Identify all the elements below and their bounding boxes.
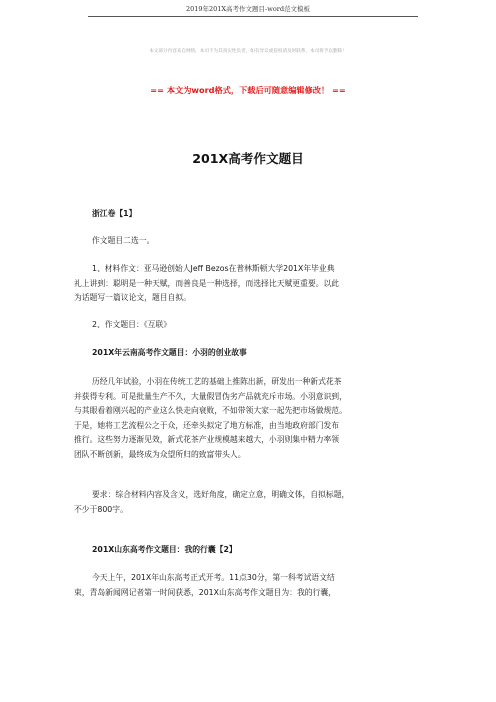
paragraph-line: 要求：综合材料内容及含义，选好角度，确定立意，明确文体，自拟标题， — [92, 490, 350, 499]
paragraph-line: 礼上讲到：聪明是一种天赋，而善良是一种选择，而选择比天赋更重要。以此 — [74, 278, 340, 288]
zhejiang-intro-paragraph — [74, 234, 432, 249]
paragraph-line: 2、作文题目：《互联》 — [92, 320, 172, 329]
document-title: 201X高考作文题目 — [192, 151, 304, 166]
disclaimer-text: 本文部分内容来自网络，本司不为其真实性负责，如有异议或侵权请及时联系，本司将予以删除！ — [149, 49, 347, 54]
zhejiang-item2-paragraph — [74, 318, 432, 333]
paragraph-line: 束，青岛新闻网记者第一时间获悉，201X山东高考作文题目为：我的行囊， — [74, 587, 336, 597]
section-heading-yunnan: 201X年云南高考作文题目：小羽的创业故事 — [92, 348, 247, 357]
yunnan-requirement-paragraph — [74, 488, 432, 517]
paragraph-line: 1、材料作文：亚马逊创始人Jeff Bezos在普林斯顿大学201X年毕业典 — [92, 264, 335, 273]
paragraph-line: 与其眼看着刚兴起的产业这么快走向衰败，不如带领大家一起先把市场做规范。 — [74, 406, 347, 415]
paragraph-line: 并获得专利。可是批量生产不久，大量假冒伪劣产品就充斥市场。小羽意识到， — [74, 391, 347, 401]
paragraph-line: 历经几年试验，小羽在传统工艺的基础上推陈出新，研发出一种新式花茶 — [92, 377, 342, 386]
yunnan-section — [74, 346, 432, 361]
yunnan-body-paragraph — [74, 375, 432, 462]
shandong-section — [74, 543, 432, 558]
zhejiang-section — [74, 207, 432, 222]
paragraph-line: 于是，她将工艺流程公之于众，还牵头拟定了地方标准，由当地政府部门发布 — [74, 420, 340, 430]
page-header-title: 2019年201X高考作文题目-word范文模板 — [185, 5, 311, 13]
zhejiang-item1-paragraph — [74, 262, 432, 306]
paragraph-line: 作文题目二选一。 — [92, 236, 155, 245]
header-divider — [88, 16, 418, 17]
paragraph-line: 不少于800字。 — [74, 504, 128, 514]
paragraph-line: 为话题写一篇议论文，题目自拟。 — [74, 293, 191, 302]
paragraph-line: 推行。这些努力逐渐见效，新式花茶产业规模越来越大，小羽则集中精力率领 — [74, 435, 340, 444]
shandong-body-paragraph — [74, 571, 432, 600]
section-heading-shandong: 201X山东高考作文题目：我的行囊【2】 — [92, 545, 237, 554]
section-heading-zhejiang: 浙江卷【1】 — [92, 209, 137, 218]
word-format-notice: == 本文为word格式，下载后可随意编辑修改！ == — [150, 85, 346, 95]
paragraph-line: 今天上午，201X年山东高考正式开考。11点30分，第一科考试语文结 — [92, 573, 335, 582]
paragraph-line: 团队不断创新，最终成为众望所归的致富带头人。 — [74, 449, 246, 459]
